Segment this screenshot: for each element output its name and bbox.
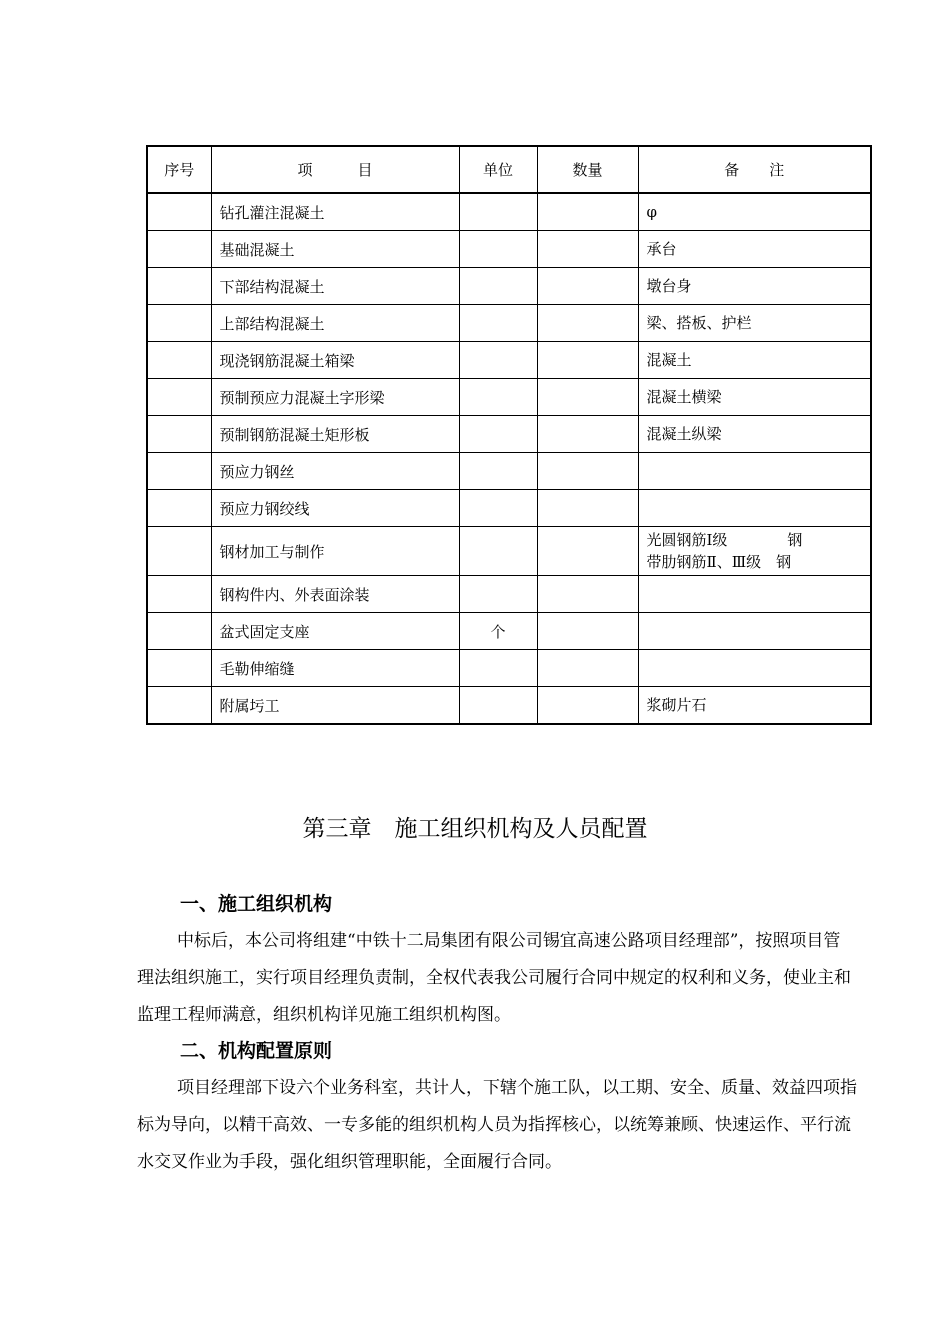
cell-item: 盆式固定支座 [211, 613, 459, 650]
remark-line: 梁、搭板、护栏 [646, 314, 752, 332]
cell-qty [537, 231, 638, 268]
remark-line: 带肋钢筋Ⅱ、Ⅲ级 钢 [646, 553, 792, 571]
cell-remarks [638, 453, 871, 490]
cell-unit [459, 687, 537, 725]
header-qty: 数量 [537, 146, 638, 193]
table-row [147, 576, 871, 613]
cell-item: 钻孔灌注混凝土 [211, 193, 459, 231]
cell-unit [459, 576, 537, 613]
cell-item: 基础混凝土 [211, 231, 459, 268]
cell-unit [459, 416, 537, 453]
cell-no [147, 576, 211, 613]
cell-unit [459, 268, 537, 305]
remark-line: 墩台身 [646, 277, 692, 295]
cell-item: 预应力钢丝 [211, 453, 459, 490]
cell-unit [459, 342, 537, 379]
cell-remarks [638, 342, 871, 379]
table-header-row [147, 146, 871, 193]
remark-line: 光圆钢筋Ⅰ级 钢 [646, 531, 803, 549]
cell-qty [537, 453, 638, 490]
remark-line: φ [646, 203, 658, 221]
cell-qty [537, 490, 638, 527]
cell-no [147, 490, 211, 527]
table-row [147, 193, 871, 231]
cell-remarks [638, 193, 871, 231]
cell-remarks [638, 687, 871, 725]
cell-remarks [638, 416, 871, 453]
cell-unit [459, 453, 537, 490]
cell-no [147, 231, 211, 268]
table-row [147, 613, 871, 650]
cell-no [147, 193, 211, 231]
cell-item: 附属圬工 [211, 687, 459, 725]
cell-unit [459, 650, 537, 687]
quantity-table [146, 145, 872, 725]
cell-no [147, 342, 211, 379]
table-row [147, 231, 871, 268]
cell-item: 下部结构混凝土 [211, 268, 459, 305]
table-row [147, 490, 871, 527]
cell-qty [537, 193, 638, 231]
table-row [147, 527, 871, 576]
cell-unit [459, 490, 537, 527]
cell-remarks [638, 576, 871, 613]
cell-item: 钢材加工与制作 [211, 527, 459, 576]
chapter-title: 第三章 施工组织机构及人员配置 [302, 816, 648, 842]
cell-qty [537, 305, 638, 342]
cell-qty [537, 576, 638, 613]
table-row [147, 268, 871, 305]
cell-remarks [638, 650, 871, 687]
remark-line: 混凝土纵梁 [646, 425, 722, 443]
remark-line: 混凝土 [646, 351, 692, 369]
cell-qty [537, 650, 638, 687]
table-row [147, 650, 871, 687]
cell-qty [537, 342, 638, 379]
cell-qty [537, 268, 638, 305]
section-heading-2: 二、机构配置原则 [180, 1040, 333, 1062]
cell-remarks [638, 613, 871, 650]
remark-line: 承台 [646, 240, 677, 258]
cell-no [147, 650, 211, 687]
cell-item: 毛勒伸缩缝 [211, 650, 459, 687]
cell-no [147, 527, 211, 576]
section-paragraph-2: 项目经理部下设六个业务科室，共计人，下辖个施工队，以工期、安全、质量、效益四项指标为导向，以精干高效、一专多能的组织机构人员为指挥核心，以统筹兼顾、快速运作、平行流水交叉作业为手段，强化组织管理职能，全面履行合同。 [137, 1078, 857, 1172]
cell-unit: 个 [459, 613, 537, 650]
cell-unit [459, 231, 537, 268]
header-no: 序号 [147, 146, 211, 193]
table-row [147, 342, 871, 379]
cell-item: 现浇钢筋混凝土箱梁 [211, 342, 459, 379]
cell-remarks [638, 305, 871, 342]
cell-remarks [638, 379, 871, 416]
table-row [147, 453, 871, 490]
cell-item: 预制钢筋混凝土矩形板 [211, 416, 459, 453]
table-body [147, 193, 871, 724]
cell-unit [459, 193, 537, 231]
remark-line: 浆砌片石 [646, 696, 707, 714]
cell-no [147, 687, 211, 725]
cell-remarks [638, 527, 871, 576]
cell-remarks [638, 268, 871, 305]
cell-remarks [638, 490, 871, 527]
cell-unit [459, 379, 537, 416]
header-item: 项 目 [211, 146, 459, 193]
table-row [147, 416, 871, 453]
table-row [147, 379, 871, 416]
cell-item: 预制预应力混凝土字形梁 [211, 379, 459, 416]
section-heading-1: 一、施工组织机构 [180, 893, 333, 915]
header-remarks: 备 注 [638, 146, 871, 193]
cell-unit [459, 305, 537, 342]
cell-item: 预应力钢绞线 [211, 490, 459, 527]
cell-qty [537, 527, 638, 576]
cell-qty [537, 613, 638, 650]
cell-qty [537, 379, 638, 416]
cell-no [147, 416, 211, 453]
cell-no [147, 453, 211, 490]
cell-remarks [638, 231, 871, 268]
cell-no [147, 379, 211, 416]
section-paragraph-1: 中标后，本公司将组建“中铁十二局集团有限公司锡宜高速公路项目经理部”，按照项目管理法组织施工，实行项目经理负责制，全权代表我公司履行合同中规定的权利和义务，使业主和监理工程师满意，组织机构详见施工组织机构图。 [137, 931, 851, 1025]
table-row [147, 305, 871, 342]
cell-no [147, 305, 211, 342]
table-row [147, 687, 871, 725]
remark-line: 混凝土横梁 [646, 388, 722, 406]
header-unit: 单位 [459, 146, 537, 193]
cell-item: 钢构件内、外表面涂装 [211, 576, 459, 613]
cell-unit [459, 527, 537, 576]
cell-qty [537, 687, 638, 725]
cell-no [147, 613, 211, 650]
cell-no [147, 268, 211, 305]
cell-item: 上部结构混凝土 [211, 305, 459, 342]
cell-qty [537, 416, 638, 453]
